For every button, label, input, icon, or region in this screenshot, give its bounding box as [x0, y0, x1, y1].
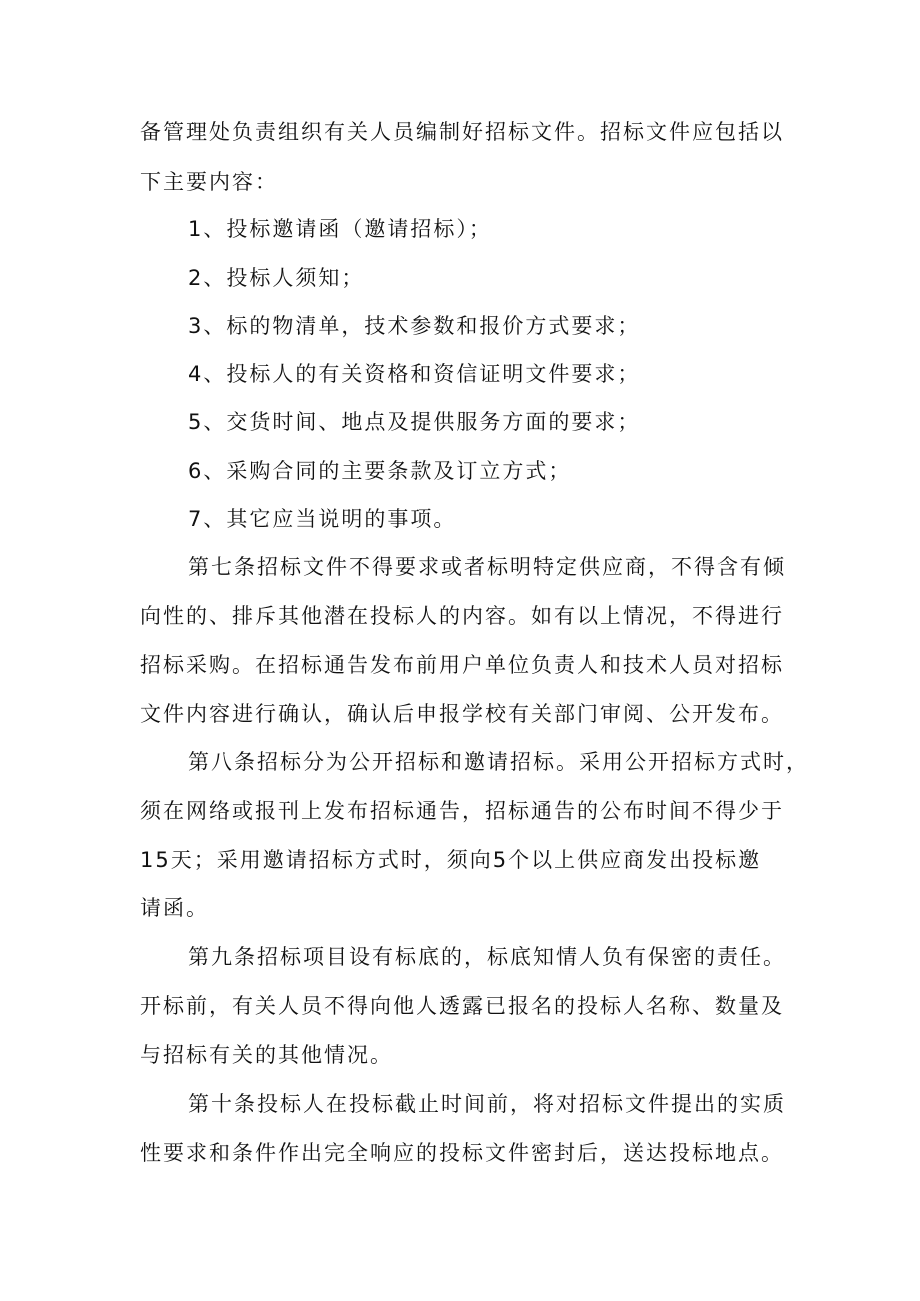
list-item: 7、其它应当说明的事项。: [188, 507, 457, 531]
list-item: 3、标的物清单，技术参数和报价方式要求；: [188, 314, 641, 338]
paragraph-line: 招标采购。在招标通告发布前用户单位负责人和技术人员对招标: [140, 653, 784, 677]
text-line: 下主要内容：: [140, 170, 278, 194]
list-item: 5、交货时间、地点及提供服务方面的要求；: [188, 410, 641, 434]
list-item: 4、投标人的有关资格和资信证明文件要求；: [188, 362, 641, 386]
paragraph-line: 文件内容进行确认，确认后申报学校有关部门审阅、公开发布。: [140, 702, 784, 726]
list-item: 2、投标人须知；: [188, 266, 365, 290]
paragraph-line: 须在网络或报刊上发布招标通告，招标通告的公布时间不得少于: [140, 799, 784, 823]
paragraph-line: 第九条招标项目设有标底的，标底知情人负有保密的责任。: [188, 945, 786, 969]
text-line: 备管理处负责组织有关人员编制好招标文件。招标文件应包括以: [140, 120, 784, 144]
paragraph-line: 开标前，有关人员不得向他人透露已报名的投标人名称、数量及: [140, 994, 784, 1018]
paragraph-line: 第十条投标人在投标截止时间前，将对招标文件提出的实质: [188, 1092, 786, 1116]
paragraph-line: 请函。: [140, 896, 209, 920]
paragraph-line: 与招标有关的其他情况。: [140, 1043, 393, 1067]
paragraph-line: 第七条招标文件不得要求或者标明特定供应商，不得含有倾: [188, 555, 786, 579]
paragraph-line: 第八条招标分为公开招标和邀请招标。采用公开招标方式时，: [188, 750, 809, 774]
list-item: 1、投标邀请函（邀请招标）；: [188, 217, 492, 241]
paragraph-line: 向性的、排斥其他潜在投标人的内容。如有以上情况，不得进行: [140, 604, 784, 628]
paragraph-line: 15天；采用邀请招标方式时，须向5个以上供应商发出投标邀: [140, 848, 762, 872]
paragraph-line: 性要求和条件作出完全响应的投标文件密封后，送达投标地点。: [140, 1141, 784, 1165]
list-item: 6、采购合同的主要条款及订立方式；: [188, 459, 572, 483]
